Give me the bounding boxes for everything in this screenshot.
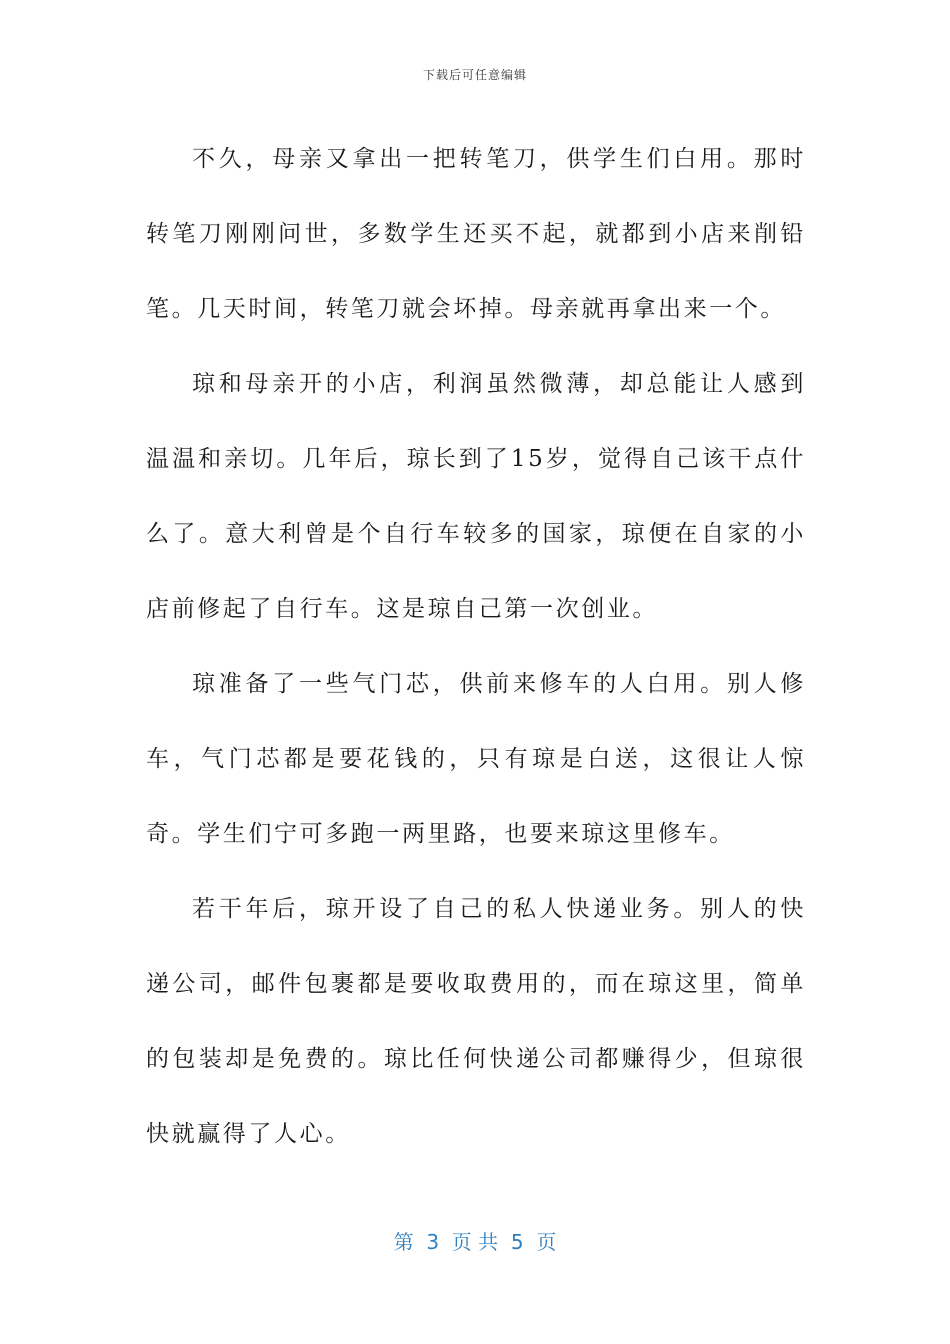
body-text <box>146 122 806 1172</box>
paragraph-3: 琼准备了一些气门芯，供前来修车的人白用。别人修车，气门芯都是要花钱的，只有琼是白送，这很让人惊奇。学生们宁可多跑一两里路，也要来琼这里修车。 <box>146 671 806 847</box>
paragraph-1: 不久，母亲又拿出一把转笔刀，供学生们白用。那时转笔刀刚刚问世，多数学生还买不起，就都到小店来削铅笔。几天时间，转笔刀就会坏掉。母亲就再拿出来一个。 <box>146 146 806 322</box>
page-header: 下载后可任意编辑 <box>422 68 527 82</box>
paragraph-2: 琼和母亲开的小店，利润虽然微薄，却总能让人感到温温和亲切。几年后，琼长到了15岁，觉得自己该干点什么了。意大利曾是个自行车较多的国家，琼便在自家的小店前修起了自行车。这是琼自己第一次创业。 <box>146 371 806 622</box>
paragraph-4: 若干年后，琼开设了自己的私人快递业务。别人的快递公司，邮件包裹都是要收取费用的，而在琼这里，简单的包装却是免费的。琼比任何快递公司都赚得少，但琼很快就赢得了人心。 <box>146 896 806 1147</box>
page-number-footer: 第 3 页 共 5 页 <box>393 1230 557 1254</box>
